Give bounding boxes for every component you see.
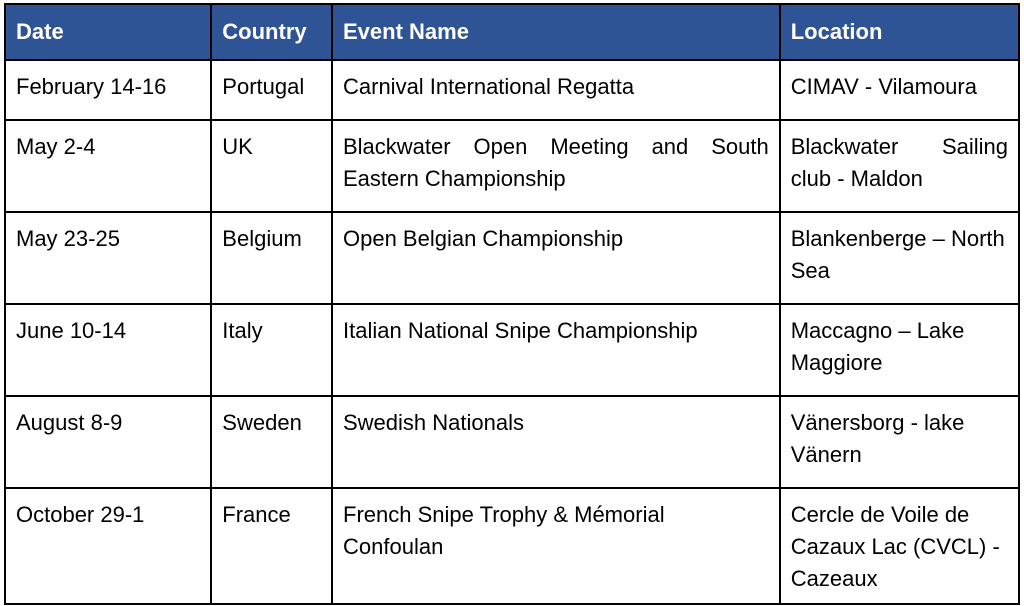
- table-body: [5, 60, 1019, 604]
- cell-country: Belgium: [211, 212, 332, 304]
- cell-location: CIMAV - Vilamoura: [780, 60, 1019, 120]
- cell-location: Blankenberge – North Sea: [780, 212, 1019, 304]
- table-row: [5, 304, 1019, 396]
- table-row: [5, 212, 1019, 304]
- table-header: [5, 4, 1019, 60]
- cell-event-name: Blackwater Open Meeting and South Eastern Championship: [332, 120, 780, 212]
- cell-location: Vänersborg - lake Vänern: [780, 396, 1019, 488]
- table-row: [5, 60, 1019, 120]
- cell-date: May 2-4: [5, 120, 211, 212]
- cell-country: Italy: [211, 304, 332, 396]
- events-table: [4, 3, 1020, 605]
- cell-event-name: French Snipe Trophy & Mémorial Confoulan: [332, 488, 780, 604]
- header-location: Location: [780, 4, 1019, 60]
- cell-location: Cercle de Voile de Cazaux Lac (CVCL) - Cazeaux: [780, 488, 1019, 604]
- cell-country: France: [211, 488, 332, 604]
- cell-event-name: Italian National Snipe Championship: [332, 304, 780, 396]
- cell-date: June 10-14: [5, 304, 211, 396]
- cell-country: Sweden: [211, 396, 332, 488]
- cell-location: Blackwater Sailing club - Maldon: [780, 120, 1019, 212]
- header-event-name: Event Name: [332, 4, 780, 60]
- cell-country: UK: [211, 120, 332, 212]
- cell-date: February 14-16: [5, 60, 211, 120]
- cell-event-name: Swedish Nationals: [332, 396, 780, 488]
- header-row: [5, 4, 1019, 60]
- cell-date: October 29-1: [5, 488, 211, 604]
- cell-event-name: Carnival International Regatta: [332, 60, 780, 120]
- cell-date: August 8-9: [5, 396, 211, 488]
- table-row: [5, 488, 1019, 604]
- cell-event-name: Open Belgian Championship: [332, 212, 780, 304]
- table-row: [5, 120, 1019, 212]
- cell-location: Maccagno – Lake Maggiore: [780, 304, 1019, 396]
- cell-date: May 23-25: [5, 212, 211, 304]
- table-row: [5, 396, 1019, 488]
- header-date: Date: [5, 4, 211, 60]
- cell-country: Portugal: [211, 60, 332, 120]
- header-country: Country: [211, 4, 332, 60]
